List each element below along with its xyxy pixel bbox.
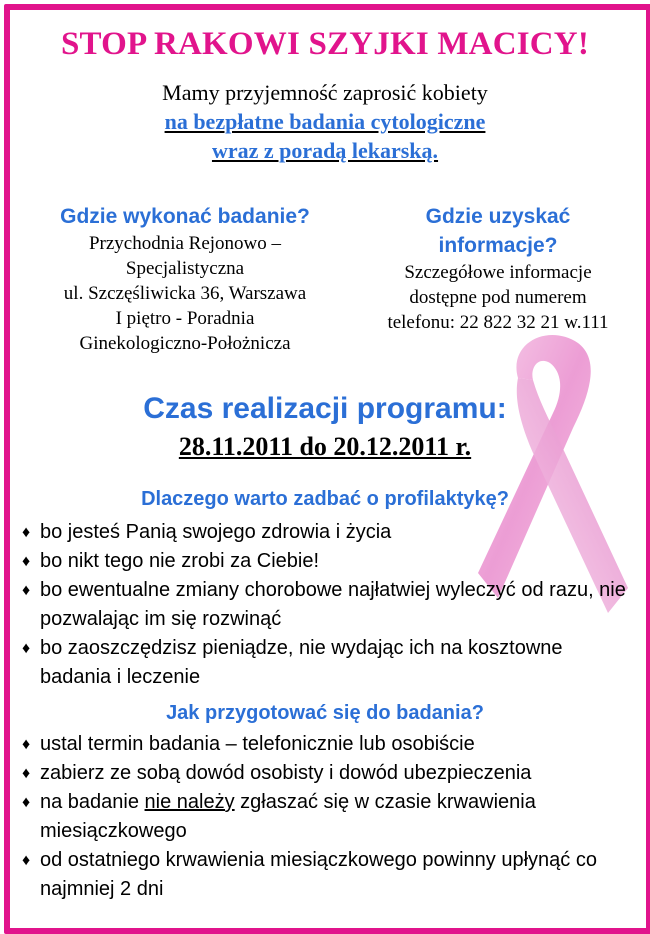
prepare-list [22, 730, 634, 904]
prepare-heading: Jak przygotować się do badania? [166, 702, 484, 724]
why-list [22, 518, 634, 692]
info-section [356, 202, 640, 335]
list-item-text: od ostatniego krwawienia miesiączkowego powinny upłynąć co najmniej 2 dni [40, 849, 597, 900]
intro-highlight: na bezpłatne badania cytologiczne [164, 109, 486, 134]
why-heading: Dlaczego warto zadbać o profilaktykę? [141, 488, 509, 510]
list-item [22, 788, 634, 846]
list-item [22, 634, 634, 692]
info-line: Szczegółowe informacje [404, 262, 592, 283]
intro-text [0, 78, 650, 165]
list-item-text: bo nikt tego nie zrobi za Ciebie! [40, 550, 320, 572]
list-item [22, 576, 634, 634]
bullet-icon: ♦ [22, 736, 31, 753]
emphasis-text: nie należy [144, 791, 235, 813]
list-item-text: zgłaszać się w czasie krwawienia miesiączkowego [40, 791, 536, 842]
list-item-text: bo zaoszczędzisz pieniądze, nie wydając ich na kosztowne badania i leczenie [40, 637, 563, 688]
bullet-icon: ♦ [22, 852, 31, 869]
list-item-text: na badanie [40, 791, 145, 813]
program-heading: Czas realizacji programu: [143, 392, 507, 425]
info-line: telefonu: 22 822 32 21 w.111 [387, 312, 609, 333]
bullet-icon: ♦ [22, 524, 31, 541]
bullet-icon: ♦ [22, 765, 31, 782]
program-dates: 28.11.2011 do 20.12.2011 r. [178, 432, 472, 461]
where-section [20, 202, 350, 356]
info-heading [356, 202, 640, 260]
list-item [22, 547, 634, 576]
info-heading-line: informacje? [438, 234, 558, 257]
list-item [22, 846, 634, 904]
list-item [22, 759, 634, 788]
list-item-text: bo jesteś Panią swojego zdrowia i życia [40, 521, 392, 543]
page-title: STOP RAKOWI SZYJKI MACICY! [60, 26, 590, 62]
bullet-icon: ♦ [22, 553, 31, 570]
where-line: Przychodnia Rejonowo – [88, 233, 282, 254]
where-line: Ginekologiczno-Położnicza [79, 333, 291, 354]
list-item-text: bo ewentualne zmiany chorobowe najłatwiej wyleczyć od razu, nie pozwalając im się rozwinąć [40, 579, 626, 630]
intro-highlight: wraz z poradą lekarską. [211, 138, 439, 163]
bullet-icon: ♦ [22, 640, 31, 657]
where-heading: Gdzie wykonać badanie? [60, 205, 310, 228]
where-line: ul. Szczęśliwicka 36, Warszawa [63, 283, 307, 304]
info-line: dostępne pod numerem [409, 287, 587, 308]
list-item-text: zabierz ze sobą dowód osobisty i dowód ubezpieczenia [40, 762, 532, 784]
where-line: I piętro - Poradnia [115, 308, 255, 329]
list-item-text: ustal termin badania – telefonicznie lub osobiście [40, 733, 475, 755]
where-line: Specjalistyczna [125, 258, 245, 279]
intro-line: Mamy przyjemność zaprosić kobiety [162, 80, 488, 105]
list-item [22, 518, 634, 547]
info-heading-line: Gdzie uzyskać [425, 205, 571, 228]
list-item [22, 730, 634, 759]
bullet-icon: ♦ [22, 794, 31, 811]
bullet-icon: ♦ [22, 582, 31, 599]
